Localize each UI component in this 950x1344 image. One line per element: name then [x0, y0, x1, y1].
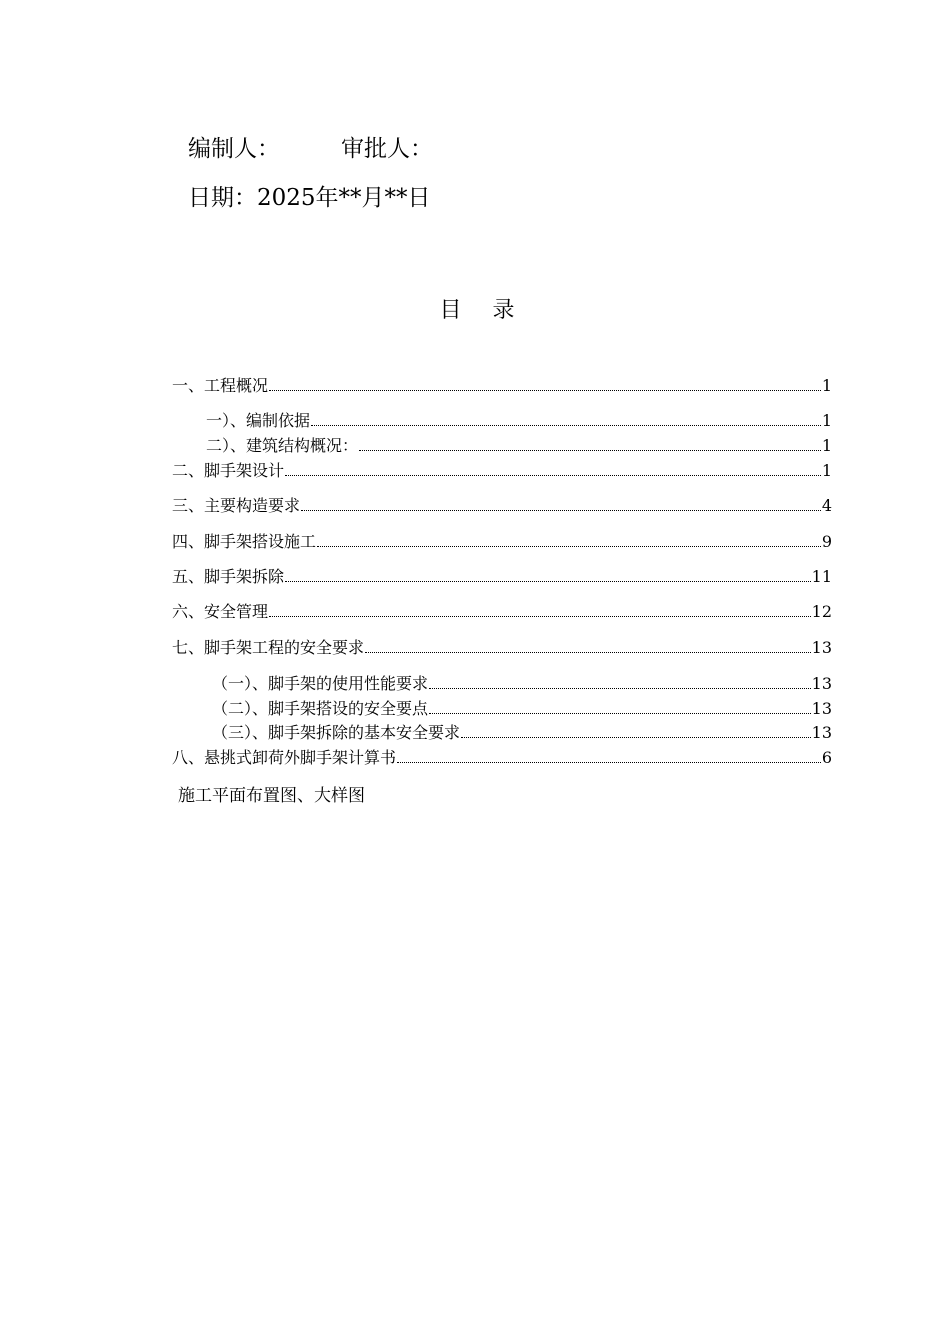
toc-entry-label: 一、工程概况: [172, 376, 269, 395]
preparer-label: 编制人：: [188, 136, 280, 162]
toc-entry-label: 四、脚手架搭设施工: [172, 532, 317, 551]
toc-entry[interactable]: [172, 460, 832, 482]
toc-entry-page: 1: [821, 376, 832, 395]
toc-entry-page: 1: [821, 411, 832, 430]
toc-entry-label: 六、安全管理: [172, 602, 269, 621]
toc-entry[interactable]: [172, 531, 832, 553]
toc-entry-page: 13: [811, 638, 832, 657]
toc-entry-page: 12: [811, 602, 832, 621]
toc-entry-label: （一）、脚手架的使用性能要求: [212, 674, 429, 693]
signature-line: [188, 132, 433, 166]
toc-entry-page: 6: [821, 748, 832, 767]
toc-leader-dots: [317, 546, 821, 547]
toc-entry[interactable]: [172, 566, 832, 588]
toc-entry[interactable]: [206, 410, 832, 432]
toc-leader-dots: [359, 450, 821, 451]
toc-entry[interactable]: [172, 637, 832, 659]
appendix-note: 施工平面布置图、大样图: [178, 786, 365, 806]
toc-leader-dots: [285, 581, 811, 582]
toc-entry-page: 4: [821, 496, 832, 515]
toc-entry[interactable]: [172, 375, 832, 397]
toc-entry-page: 1: [821, 436, 832, 455]
toc-entry-label: 二、脚手架设计: [172, 461, 285, 480]
toc-entry[interactable]: [206, 435, 832, 457]
toc-leader-dots: [365, 652, 811, 653]
toc-entry[interactable]: [172, 495, 832, 517]
toc-entry-page: 13: [811, 674, 832, 693]
toc-entry-label: 七、脚手架工程的安全要求: [172, 638, 365, 657]
toc-leader-dots: [285, 475, 821, 476]
toc-entry-page: 13: [811, 723, 832, 742]
toc-entry-label: 二）、建筑结构概况：: [206, 436, 359, 455]
toc-leader-dots: [269, 390, 821, 391]
approver-label: 审批人：: [341, 136, 433, 162]
toc-entry-page: 11: [811, 567, 832, 586]
toc-title: 目 录: [439, 298, 527, 323]
toc-entry-label: 一）、编制依据: [206, 411, 311, 430]
date-line: 日期：2025年**月**日: [188, 185, 431, 211]
toc-leader-dots: [397, 762, 821, 763]
toc-entry[interactable]: [212, 673, 832, 695]
toc-entry-label: （二）、脚手架搭设的安全要点: [212, 699, 429, 718]
toc-leader-dots: [461, 737, 811, 738]
toc-leader-dots: [429, 688, 811, 689]
toc-entry-label: 三、主要构造要求: [172, 496, 301, 515]
toc-entry-page: 13: [811, 699, 832, 718]
toc-entry[interactable]: [172, 747, 832, 769]
toc-leader-dots: [301, 510, 821, 511]
toc-entry[interactable]: [212, 698, 832, 720]
toc-entry-page: 1: [821, 461, 832, 480]
toc-entry[interactable]: [212, 722, 832, 744]
toc-leader-dots: [269, 616, 811, 617]
toc-entry-label: （三）、脚手架拆除的基本安全要求: [212, 723, 461, 742]
toc-entry-label: 八、悬挑式卸荷外脚手架计算书: [172, 748, 397, 767]
toc-entry-label: 五、脚手架拆除: [172, 567, 285, 586]
toc-entry-page: 9: [821, 532, 832, 551]
toc-leader-dots: [429, 713, 811, 714]
toc-leader-dots: [311, 425, 821, 426]
toc-entry[interactable]: [172, 601, 832, 623]
